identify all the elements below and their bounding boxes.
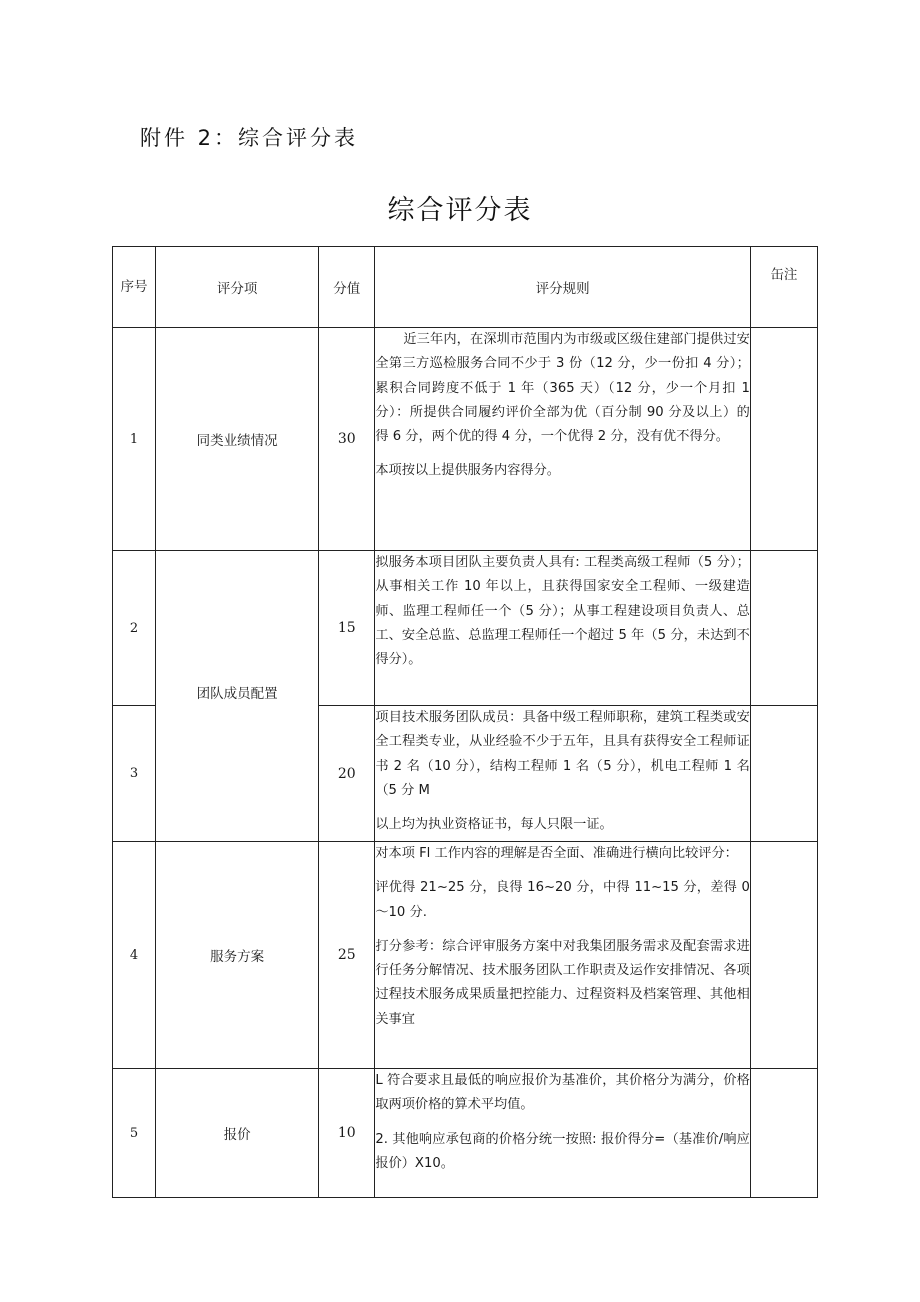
row-score: 25: [319, 842, 375, 1069]
row-item: 同类业绩情况: [156, 328, 319, 551]
table-row: [113, 1069, 818, 1198]
rule-paragraph: L 符合要求且最低的响应报价为基准价，其价格分为满分，价格取两项价格的算术平均值。: [375, 1073, 750, 1113]
row-item-label: 团队成员配置: [196, 686, 278, 702]
row-note: [750, 1069, 817, 1198]
row-note: [750, 706, 817, 842]
document-title: 综合评分表: [387, 195, 533, 226]
rule-paragraph: 本项按以上提供服务内容得分。: [375, 463, 560, 479]
header-rule: 评分规则: [375, 247, 751, 328]
row-rule: [375, 328, 751, 551]
row-no: 3: [113, 706, 156, 842]
header-note: 缶注: [750, 247, 817, 328]
table-row: [113, 551, 818, 706]
row-score: 20: [319, 706, 375, 842]
row-item: 服务方案: [156, 842, 319, 1069]
row-score: 15: [319, 551, 375, 706]
rule-paragraph: 打分参考：综合评审服务方案中对我集团服务需求及配套需求进行任务分解情况、技术服务团队工作职责及运作安排情况、各项过程技术服务成果质量把控能力、过程资料及档案管理、其他相关事宜: [375, 938, 750, 1027]
row-item: [156, 551, 319, 842]
row-note: [750, 551, 817, 706]
row-rule: [375, 1069, 751, 1198]
row-note: [750, 328, 817, 551]
row-score: 10: [319, 1069, 375, 1198]
table-header-row: [113, 247, 818, 328]
row-no: 1: [113, 328, 156, 551]
row-score: 30: [319, 328, 375, 551]
scoring-table: [112, 246, 818, 1198]
header-score: 分值: [319, 247, 375, 328]
rule-paragraph: 对本项 Fl 工作内容的理解是否全面、准确进行横向比较评分：: [375, 846, 738, 861]
table-row: [113, 328, 818, 551]
row-note: [750, 842, 817, 1069]
row-no: 5: [113, 1069, 156, 1198]
row-rule: [375, 551, 751, 706]
header-no: 序号: [113, 247, 156, 328]
header-item: 评分项: [156, 247, 319, 328]
row-rule: [375, 706, 751, 842]
attachment-title: 附件 2：综合评分表: [140, 126, 359, 150]
row-item: 报价: [156, 1069, 319, 1198]
rule-paragraph: 2. 其他响应承包商的价格分统一按照: 报价得分=（基准价/响应报价）X10。: [375, 1131, 750, 1171]
rule-paragraph: 近三年内，在深圳市范围内为市级或区级住建部门提供过安全第三方巡检服务合同不少于 3 份（12 分，少一份扣 4 分）；累积合同跨度不低于 1 年（365 天）（12 分，少一个月扣 1 分）：所提供合同履约评价全部为优（百分制 90 分及以上）的得 6 分，两个优的得 4 分，一个优得 2 分，没有优不得分。: [375, 332, 750, 445]
row-rule: [375, 842, 751, 1069]
row-no: 4: [113, 842, 156, 1069]
rule-paragraph: 项目技术服务团队成员：具备中级工程师职称，建筑工程类或安全工程类专业，从业经验不少于五年，且具有获得安全工程师证书 2 名（10 分），结构工程师 1 名（5 分），机电工程师 1 名（5 分 M: [375, 710, 750, 798]
rule-paragraph: 评优得 21~25 分，良得 16~20 分，中得 11~15 分，差得 0～10 分.: [375, 880, 750, 920]
table-row: [113, 842, 818, 1069]
rule-paragraph: 拟服务本项目团队主要负责人具有: 工程类高级工程师（5 分）；从事相关工作 10 年以上，且获得国家安全工程师、一级建造师、监理工程师任一个（5 分）；从事工程建设项目负责人、总工、安全总监、总监理工程师任一个超过 5 年（5 分，未达到不得分）。: [375, 555, 750, 668]
row-no: 2: [113, 551, 156, 706]
rule-paragraph: 以上均为执业资格证书，每人只限一证。: [375, 817, 613, 833]
